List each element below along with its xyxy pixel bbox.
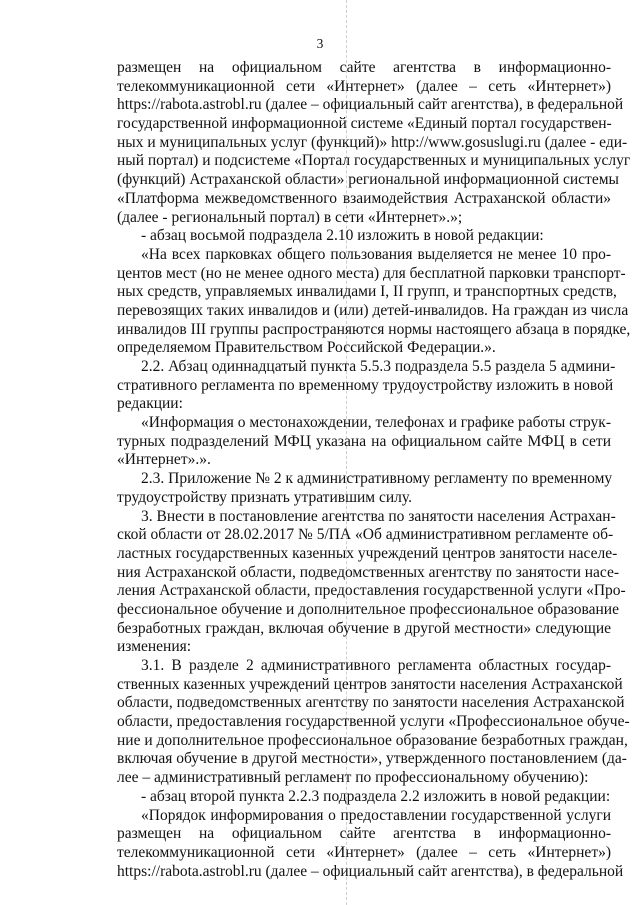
text-line: https://rabota.astrobl.ru (далее – официальный сайт агентства), в федеральной (117, 862, 624, 880)
text-line: ных средств, управляемых инвалидами I, II групп, и транспортных средств, (117, 283, 617, 301)
text-line: «Информация о местонахождении, телефонах и графике работы струк- (141, 414, 611, 432)
text-line: ления Астраханской области, предоставления государственной услуги «Про- (117, 582, 626, 600)
text-line: инвалидов III группы распространяются нормы настоящего абзаца в порядке, (117, 320, 631, 338)
text-line: размещен на официальном сайте агентства в информационно- (117, 825, 611, 843)
text-line: «Порядок информирования о предоставлении государственной услуги (141, 806, 611, 824)
text-line: https://rabota.astrobl.ru (далее – официальный сайт агентства), в федеральной (117, 96, 624, 114)
text-line: безработных граждан, включая обучение в другой местности» следующие (117, 619, 611, 637)
text-line: государственной информационной системе «Единый портал государствен- (117, 115, 612, 133)
text-line: включая обучение в другой местности», утвержденного постановлением (да- (117, 750, 627, 768)
text-line: 2.2. Абзац одиннадцатый пункта 5.5.3 подраздела 5.5 раздела 5 админи- (141, 358, 616, 375)
text-line: - абзац восьмой подраздела 2.10 изложить в новой редакции: (141, 227, 544, 245)
page-number: 3 (316, 36, 324, 51)
text-line: стративного регламента по временному трудоустройству изложить в новой (117, 376, 614, 394)
text-line: - абзац второй пункта 2.2.3 подраздела 2.2 изложить в новой редакции: (141, 787, 611, 805)
text-line: области, подведомственных агентству по занятости населения Астраханской (117, 694, 625, 712)
text-line: «Платформа межведомственного взаимодействия Астраханской области» (117, 189, 611, 207)
text-line: ской области от 28.02.2017 № 5/ПА «Об административном регламенте об- (117, 526, 614, 544)
text-line: изменения: (117, 638, 192, 656)
text-line: телекоммуникационной сети «Интернет» (далее – сеть «Интернет») (117, 843, 611, 861)
text-line: «Интернет».». (117, 451, 211, 469)
text-line: 2.3. Приложение № 2 к административному регламенту по временному (141, 470, 613, 488)
text-line: трудоустройству признать утратившим силу. (117, 488, 412, 506)
text-line: 3.1. В разделе 2 административного регламента областных государ- (141, 657, 611, 674)
document-body (117, 59, 631, 881)
text-line: ние и дополнительное профессиональное образование безработных граждан, (117, 731, 628, 749)
text-line: ния Астраханской области, подведомственных агентству по занятости насе- (117, 563, 620, 581)
text-line: (далее - региональный портал) в сети «Интернет».»; (117, 208, 463, 226)
text-line: центов мест (но не менее одного места) для бесплатной парковки транспорт- (117, 264, 626, 282)
text-line: ластных государственных казенных учреждений центров занятости населе- (117, 544, 618, 562)
text-line: редакции: (117, 395, 183, 413)
text-line: ственных казенных учреждений центров занятости населения Астраханской (117, 675, 623, 693)
text-line: ных и муниципальных услуг (функций)» http://www.gosuslugi.ru (далее - еди- (117, 133, 628, 151)
text-line: определяемом Правительством Российской Федерации.». (117, 339, 496, 357)
text-line: области, предоставления государственной услуги «Профессиональное обуче- (117, 713, 630, 731)
text-line: ный портал) и подсистеме «Портал государственных и муниципальных услуг (117, 152, 631, 170)
text-line: размещен на официальном сайте агентства в информационно- (117, 59, 611, 76)
text-line: турных подразделений МФЦ указана на официальном сайте МФЦ в сети (117, 432, 611, 450)
text-line: (функций) Астраханской области» региональной информационной системы (117, 171, 619, 189)
text-line: телекоммуникационной сети «Интернет» (далее – сеть «Интернет») (117, 77, 611, 95)
text-line: «На всех парковках общего пользования выделяется не менее 10 про- (141, 245, 611, 263)
text-line: перевозящих таких инвалидов и (или) детей-инвалидов. На граждан из числа (117, 301, 629, 319)
text-line: лее – административный регламент по профессиональному обучению): (117, 769, 589, 787)
text-line: 3. Внести в постановление агентства по занятости населения Астрахан- (141, 507, 616, 525)
text-line: фессиональное обучение и дополнительное профессиональное образование (117, 600, 619, 618)
